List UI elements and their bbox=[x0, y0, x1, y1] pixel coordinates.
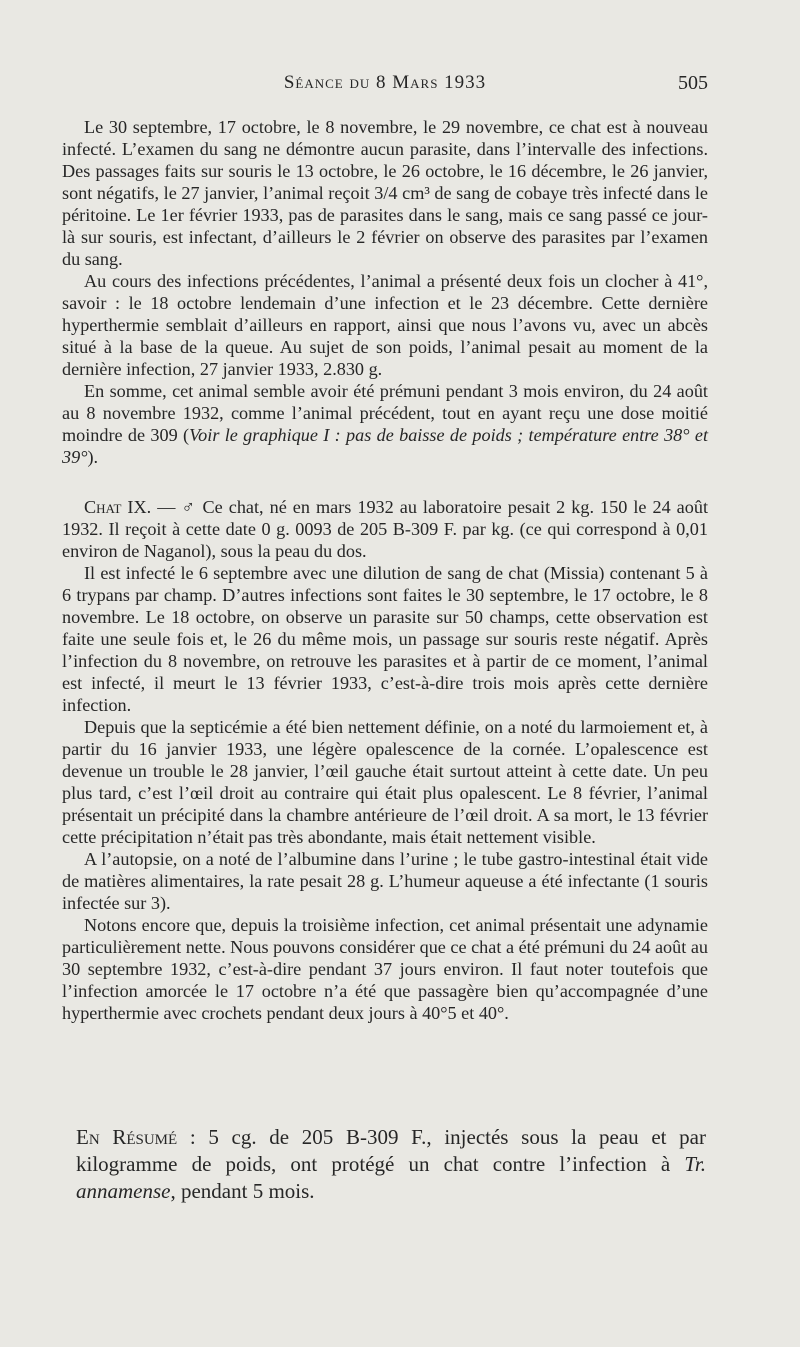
body-text bbox=[62, 116, 708, 1024]
running-title: Séance du 8 Mars 1933 bbox=[283, 72, 487, 93]
page-header bbox=[62, 72, 708, 100]
paragraph: A l’autopsie, on a noté de l’albumine dans l’urine ; le tube gastro-intestinal était vide de matières alimentaires, la rate pesait 28 g. L’humeur aqueuse a été infectante (1 souris infectée sur 3). bbox=[62, 849, 708, 913]
paragraph: Il est infecté le 6 septembre avec une dilution de sang de chat (Missia) contenant 5 à 6 trypans par champ. D’autres infections sont faites le 30 septembre, le 17 octobre, le 8 novembre. Le 18 octobre, on observe un parasite sur 50 champs, cette observation est faite une seule fois et, le 26 du même mois, un passage sur souris reste négatif. Après l’infection du 8 novembre, on retrouve les parasites et à partir de ce moment, l’animal est infecté, il meurt le 13 février 1933, c’est-à-dire trois mois après cette dernière infection. bbox=[62, 563, 708, 715]
chat-ix-label: Chat IX. bbox=[84, 497, 152, 517]
chat-ix-heading-paragraph: Chat IX. — ♂ Ce chat, né en mars 1932 au laboratoire pesait 2 kg. 150 le 24 août 1932. Il reçoit à cette date 0 g. 0093 de 205 B-309 F. par kg. (ce qui correspond à 0,01 environ de Naganol), sous la peau du dos. bbox=[62, 497, 708, 561]
paragraph: Notons encore que, depuis la troisième infection, cet animal présentait une adynamie particulièrement nette. Nous pouvons considérer que ce chat a été prémuni du 24 août au 30 septembre 1932, c’est-à-dire pendant 37 jours environ. Il faut noter toutefois que l’infection amorcée le 17 octobre n’a été que passagère bien qu’accompagnée d’une hyperthermie avec crochets pendant deux jours à 40°5 et 40°. bbox=[62, 915, 708, 1023]
summary-label: En Résumé bbox=[76, 1125, 178, 1149]
paragraph: En somme, cet animal semble avoir été prémuni pendant 3 mois environ, du 24 août au 8 novembre 1932, comme l’animal précédent, tout en ayant reçu une dose moitié moindre de 309 (Voir le graphique I : pas de baisse de poids ; température entre 38° et 39°). bbox=[62, 381, 708, 467]
summary-paragraph: En Résumé : 5 cg. de 205 B-309 F., injectés sous la peau et par kilogramme de poids, ont protégé un chat contre l’infection à Tr. annamense, pendant 5 mois. bbox=[76, 1125, 706, 1203]
paragraph: Le 30 septembre, 17 octobre, le 8 novembre, le 29 novembre, ce chat est à nouveau infecté. L’examen du sang ne démontre aucun parasite, dans l’intervalle des infections. Des passages faits sur souris le 13 octobre, le 26 octobre, le 16 décembre, le 26 janvier, sont négatifs, le 27 janvier, l’animal reçoit 3/4 cm³ de sang de cobaye très infecté dans le péritoine. Le 1er février 1933, pas de parasites dans le sang, mais ce sang passé ce jour-là sur souris, est infectant, d’ailleurs le 2 février on observe des parasites par l’examen du sang. bbox=[62, 117, 708, 269]
paragraph: Depuis que la septicémie a été bien nettement définie, on a noté du larmoiement et, à partir du 16 janvier 1933, une légère opalescence de la cornée. L’opalescence est devenue un trouble le 28 janvier, l’œil gauche était surtout atteint à cette date. Un peu plus tard, c’est l’œil droit au contraire qui était plus opalescent. Le 8 février, l’animal présentait un précipité dans la chambre antérieure de l’œil droit. A sa mort, le 13 février cette précipitation n’était pas très abondante, mais était nettement visible. bbox=[62, 717, 708, 847]
paragraph: Au cours des infections précédentes, l’animal a présenté deux fois un clocher à 41°, savoir : le 18 octobre lendemain d’une infection et le 23 décembre. Cette dernière hyperthermie semblait d’ailleurs en rapport, ainsi que nous l’avons vu, avec un abcès situé à la base de la queue. Au sujet de son poids, l’animal pesait au moment de la dernière infection, 27 janvier 1933, 2.830 g. bbox=[62, 271, 708, 379]
species-name: Tr. annamense bbox=[76, 1152, 706, 1203]
page-number: 505 bbox=[678, 72, 708, 94]
summary bbox=[76, 1124, 706, 1205]
graph-reference: Voir le graphique I : pas de baisse de poids ; température entre 38° et 39° bbox=[62, 425, 708, 467]
